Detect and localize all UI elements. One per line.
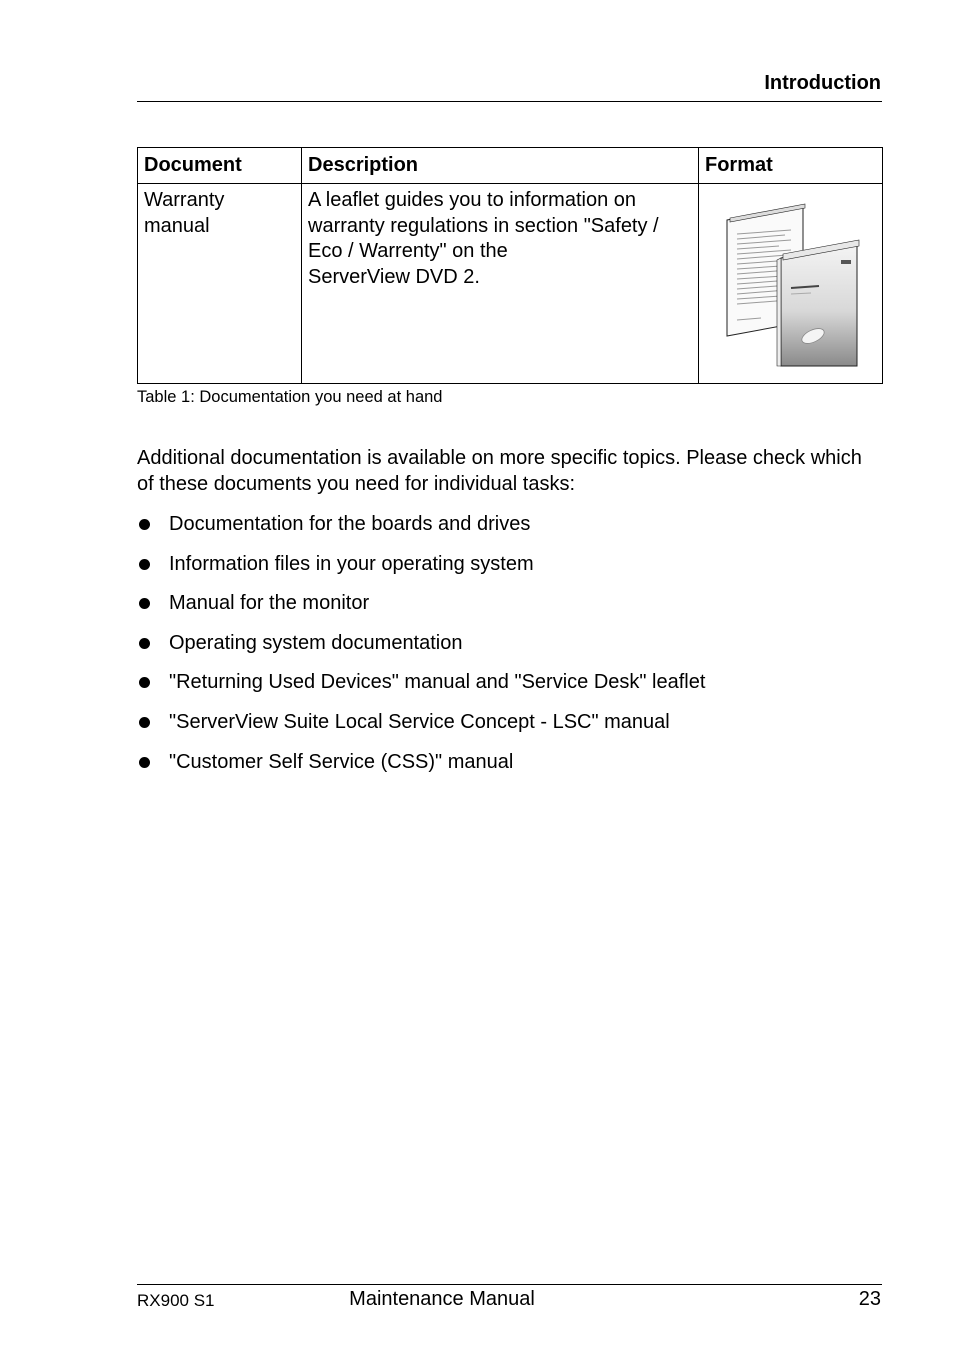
list-item <box>137 669 705 709</box>
list-item-text: Information files in your operating system <box>169 552 534 575</box>
column-header-format: Format <box>699 148 883 184</box>
description-line: Eco / Warrenty" on the <box>308 240 508 262</box>
section-title: Introduction <box>764 72 881 94</box>
list-item <box>137 749 705 789</box>
list-item <box>137 511 705 551</box>
bullet-icon <box>139 677 150 688</box>
warranty-booklets-image <box>721 200 861 370</box>
table-header-row <box>138 148 883 184</box>
documentation-table <box>137 147 883 384</box>
format-cell <box>699 184 883 384</box>
column-header-document: Document <box>138 148 302 184</box>
footer-model: RX900 S1 <box>137 1291 215 1310</box>
document-name: Warranty manual <box>144 189 225 237</box>
description-line: ServerView DVD 2. <box>308 265 480 288</box>
description-line: warranty regulations in section "Safety / <box>308 214 659 237</box>
intro-paragraph: Additional documentation is available on more specific topics. Please check which of these documents you need for individual tasks: <box>137 447 862 495</box>
list-item-text: "Customer Self Service (CSS)" manual <box>169 750 514 773</box>
bullet-icon <box>139 559 150 570</box>
bullet-icon <box>139 519 150 530</box>
list-item <box>137 590 705 630</box>
list-item-text: "Returning Used Devices" manual and "Service Desk" leaflet <box>169 671 706 694</box>
list-item-text: Operating system documentation <box>169 631 463 654</box>
list-item <box>137 630 705 670</box>
list-item-text: Manual for the monitor <box>169 592 370 615</box>
footer-rule <box>137 1284 882 1285</box>
document-cell <box>138 184 302 384</box>
table-row <box>138 184 883 384</box>
description-line: A leaflet guides you to information on <box>308 189 636 211</box>
table-caption: Table 1: Documentation you need at hand <box>137 388 443 406</box>
bullet-icon <box>139 638 150 649</box>
header-rule <box>137 101 882 102</box>
description-cell <box>302 184 699 384</box>
footer-manual-title: Maintenance Manual <box>349 1288 535 1310</box>
bullet-icon <box>139 717 150 728</box>
page-number: 23 <box>858 1288 881 1310</box>
list-item <box>137 551 705 591</box>
list-item-text: "ServerView Suite Local Service Concept - LSC" manual <box>169 710 670 733</box>
list-item <box>137 709 705 749</box>
column-header-description: Description <box>302 148 699 184</box>
topics-list <box>137 511 705 788</box>
list-item-text: Documentation for the boards and drives <box>169 513 531 535</box>
bullet-icon <box>139 757 150 768</box>
bullet-icon <box>139 598 150 609</box>
